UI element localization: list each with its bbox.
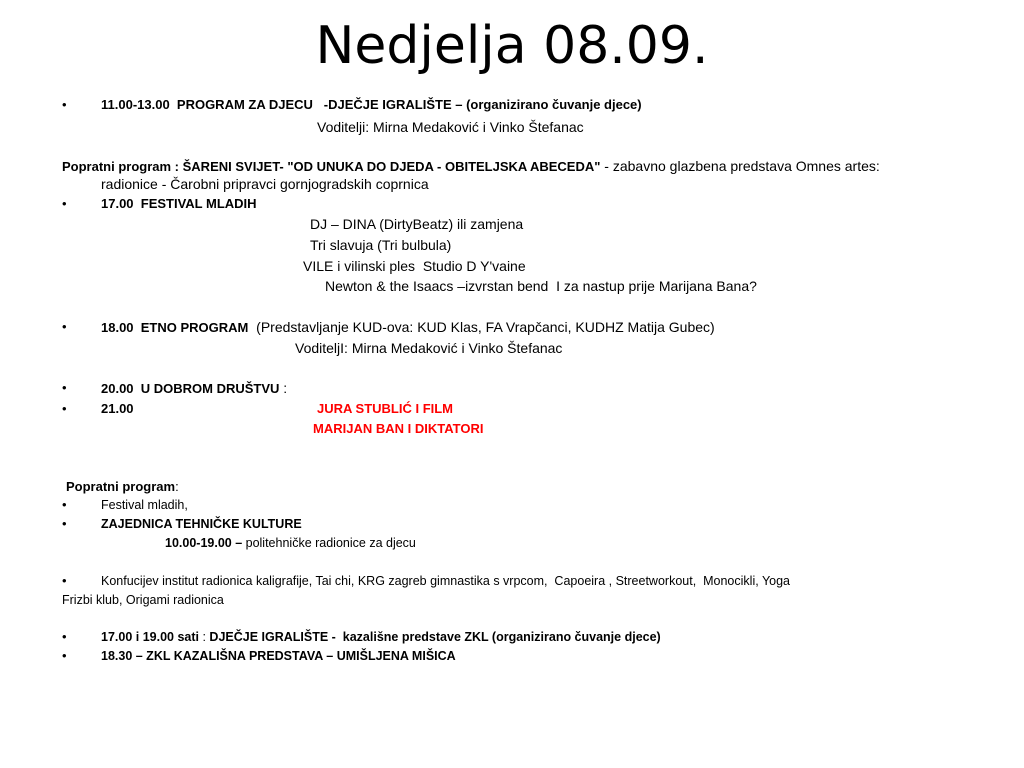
performer-line: Tri slavuja (Tri bulbula) [310,237,452,253]
side-item-konfucijev-line2: Frizbi klub, Origami radionica [62,593,224,607]
side-program-1-label: Popratni program : ŠARENI SVIJET- "OD UNUKA DO DJEDA - OBITELJSKA ABECEDA" [62,159,601,174]
bullet: • [62,319,67,334]
bullet: • [62,629,67,644]
page-title: Nedjelja 08.09. [315,16,709,76]
program-item-1: 11.00-13.00 PROGRAM ZA DJECU -DJEČJE IGRALIŠTE – (organizirano čuvanje djece) [101,97,642,112]
side-program-1-desc: - zabavno glazbena predstava Omnes artes: [600,158,880,174]
program-item-4 [101,379,287,398]
bullet: • [62,648,67,663]
bullet: • [62,196,67,211]
ztk-time: 10.00-19.00 – [165,536,243,550]
program-item-3-desc: (Predstavljanje KUD-ova: KUD Klas, FA Vrapčanci, KUDHZ Matija Gubec) [248,319,715,335]
side-program-2-label: Popratni program [66,479,176,494]
side-program-2 [66,478,179,496]
ztk-desc: politehničke radionice za djecu [242,536,416,550]
bullet: • [62,516,67,531]
program-item-1-hosts: Voditelji: Mirna Medaković i Vinko Štefanac [317,119,584,135]
side-program-1 [62,157,880,176]
zkl-sep: : [199,630,210,644]
side-program-1-line2: radionice - Čarobni pripravci gornjogradskih coprnica [101,176,429,192]
program-item-3-title: 18.00 ETNO PROGRAM [101,320,249,335]
program-item-3-hosts: VoditeljI: Mirna Medaković i Vinko Štefanac [295,340,563,356]
headliner-2: MARIJAN BAN I DIKTATORI [313,421,484,436]
program-item-4-title: 20.00 U DOBROM DRUŠTVU [101,381,280,396]
bullet: • [62,401,67,416]
program-item-4-colon: : [279,380,288,396]
side-item-zkl [101,628,661,646]
zkl-time: 17.00 i 19.00 sati [101,630,199,644]
side-item-ztk-detail [165,534,416,552]
bullet: • [62,573,67,588]
zkl-desc: DJEČJE IGRALIŠTE - kazališne predstave ZKL (organizirano čuvanje djece) [209,630,661,644]
side-item-ztk: ZAJEDNICA TEHNIČKE KULTURE [101,517,302,531]
side-item-konfucijev: Konfucijev institut radionica kaligrafije, Tai chi, KRG zagreb gimnastika s vrpcom, Capoeira , Streetworkout, Monocikli, Yoga [101,574,790,588]
side-item-festival: Festival mladih, [101,498,188,512]
side-program-2-colon: : [175,479,179,494]
bullet: • [62,497,67,512]
bullet: • [62,380,67,395]
program-item-3 [101,318,715,337]
side-item-misica: 18.30 – ZKL KAZALIŠNA PREDSTAVA – UMIŠLJENA MIŠICA [101,649,456,663]
performer-line: DJ – DINA (DirtyBeatz) ili zamjena [310,216,524,232]
program-item-2: 17.00 FESTIVAL MLADIH [101,196,257,211]
bullet: • [62,97,67,112]
headliner-1: JURA STUBLIĆ I FILM [317,401,454,416]
performer-line: Newton & the Isaacs –izvrstan bend I za nastup prije Marijana Bana? [325,278,757,294]
program-item-5-time: 21.00 [101,401,134,416]
performer-line: VILE i vilinski ples Studio D Y'vaine [303,258,526,274]
